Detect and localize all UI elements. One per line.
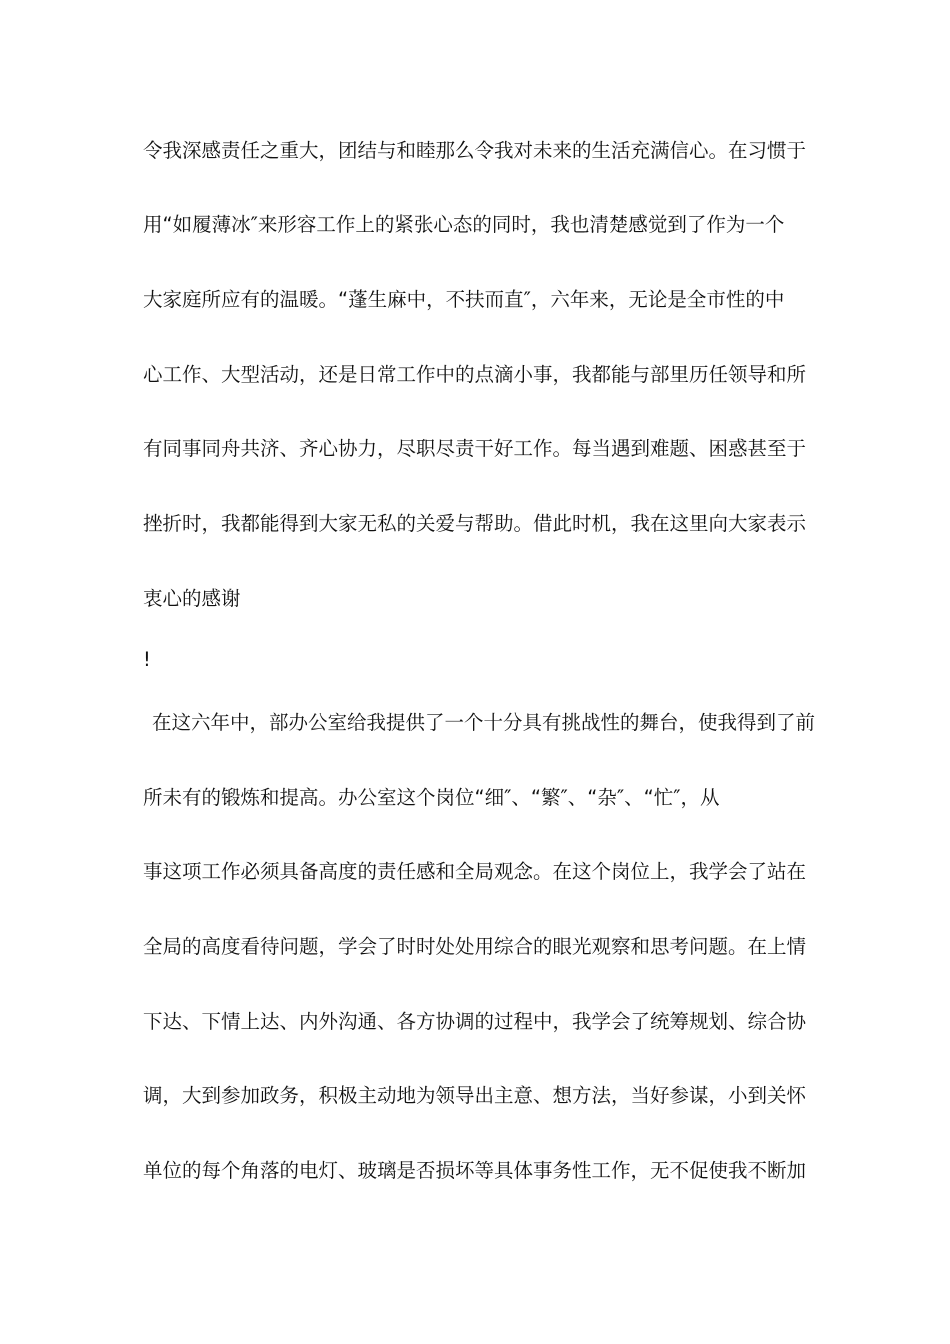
text-line: 所未有的锻炼和提高。办公室这个岗位“细″、“繁″、“杂″、“忙″，从 (143, 786, 720, 809)
text-line: ! (143, 648, 151, 671)
text-line: 心工作、大型活动，还是日常工作中的点滴小事，我都能与部里历任领导和所 (143, 363, 807, 386)
text-line: 单位的每个角落的电灯、玻璃是否损坏等具体事务性工作，无不促使我不断加 (143, 1159, 807, 1182)
text-line: 挫折时，我都能得到大家无私的关爱与帮助。借此时机，我在这里向大家表示 (143, 512, 807, 535)
text-line: 调，大到参加政务，积极主动地为领导出主意、想方法，当好参谋，小到关怀 (143, 1084, 807, 1107)
text-line: 衷心的感谢 (143, 587, 241, 610)
text-line: 用“如履薄冰″来形容工作上的紧张心态的同时，我也清楚感觉到了作为一个 (143, 213, 785, 236)
text-line: 有同事同舟共济、齐心协力，尽职尽责干好工作。每当遇到难题、困惑甚至于 (143, 437, 807, 460)
text-line: 令我深感责任之重大，团结与和睦那么令我对未来的生活充满信心。在习惯于 (143, 139, 807, 162)
text-line: 全局的高度看待问题，学会了时时处处用综合的眼光观察和思考问题。在上情 (143, 935, 807, 958)
text-line: 大家庭所应有的温暖。“蓬生麻中，不扶而直″，六年来，无论是全市性的中 (143, 288, 785, 311)
paragraph-first-line: 在这六年中，部办公室给我提供了一个十分具有挑战性的舞台，使我得到了前 (152, 711, 816, 734)
text-line: 事这项工作必须具备高度的责任感和全局观念。在这个岗位上，我学会了站在 (143, 860, 807, 883)
text-line: 下达、下情上达、内外沟通、各方协调的过程中，我学会了统筹规划、综合协 (143, 1010, 807, 1033)
